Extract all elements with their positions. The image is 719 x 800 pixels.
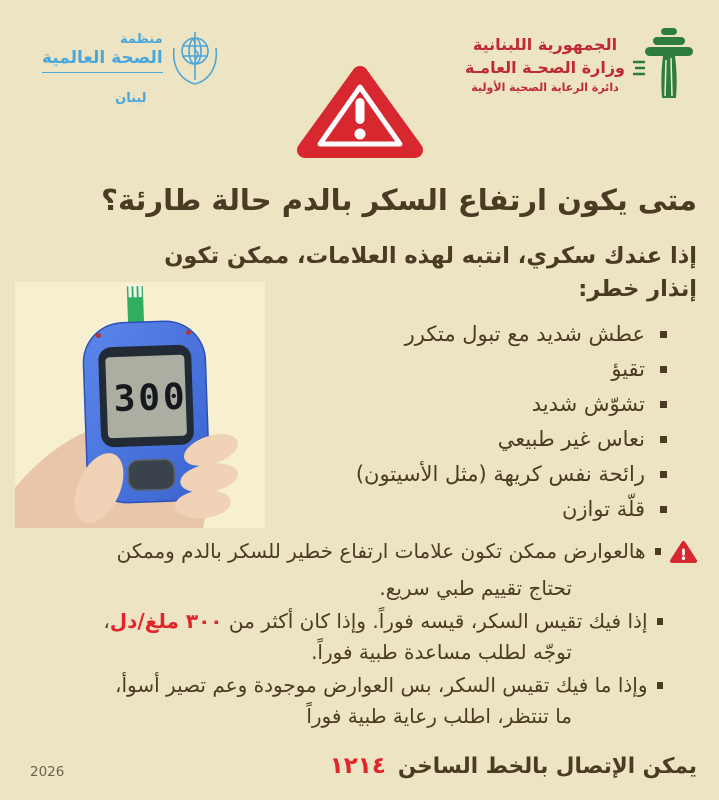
symptom-label: قلّة توازن <box>561 497 645 521</box>
page-title: متى يكون ارتفاع السكر بالدم حالة طارئة؟ <box>101 183 697 217</box>
warning-paragraph-1 <box>20 536 697 604</box>
year-label: 2026 <box>30 764 65 780</box>
warning-paragraph-2 <box>20 606 697 668</box>
bullet-square-icon <box>660 331 667 338</box>
warning-text: هالعوارض ممكن تكون علامات ارتفاع خطير للسكر بالدم وممكن <box>116 539 646 563</box>
list-item <box>356 462 667 486</box>
warning-text-part: ، <box>103 609 110 633</box>
bullet-square-icon <box>660 436 667 443</box>
list-item <box>356 427 667 451</box>
bullet-square-icon <box>655 548 662 555</box>
hotline-number: ١٢١٤ <box>329 753 386 779</box>
warning-triangle-icon <box>295 60 425 168</box>
who-name-line1: منظمة <box>120 32 163 47</box>
warning-2-line1 <box>20 606 663 637</box>
glucometer-photo <box>15 282 265 528</box>
threshold-value: ٣٠٠ ملغ/دل <box>109 609 223 633</box>
meter-reading-value: 300 <box>112 376 189 421</box>
symptom-label: عطش شديد مع تبول متكرر <box>404 322 645 346</box>
who-name-line2: الصحة العالمية <box>42 48 163 73</box>
bullet-square-icon <box>657 618 664 625</box>
hotline-banner <box>330 753 697 779</box>
bullet-square-icon <box>660 366 667 373</box>
list-item <box>356 392 667 416</box>
bullet-square-icon <box>660 471 667 478</box>
list-item <box>356 497 667 521</box>
warning-text <box>103 606 647 637</box>
who-logo <box>42 30 220 106</box>
warning-paragraph-3 <box>20 670 697 732</box>
symptom-label: رائحة نفس كريهة (مثل الأسيتون) <box>355 462 645 486</box>
warning-text-part: إذا فيك تقيس السكر، قيسه فوراً. وإذا كان أكثر من <box>222 609 648 633</box>
who-logo-row <box>42 30 220 86</box>
moh-logo-text <box>465 34 625 94</box>
cedar-tree-icon <box>633 26 705 102</box>
symptom-label: تشوّش شديد <box>531 392 645 416</box>
warning-3-line2: ما تنتظر، اطلب رعاية طبية فوراً <box>306 704 572 728</box>
bullet-square-icon <box>657 682 664 689</box>
warning-text: وإذا ما فيك تقيس السكر، بس العوارض موجودة وعم تصير أسوأ، <box>114 673 648 697</box>
bullet-square-icon <box>660 401 667 408</box>
warning-triangle-small-icon <box>670 540 697 573</box>
warning-2-line2: توجّه لطلب مساعدة طبية فوراً. <box>311 640 572 664</box>
who-logo-text <box>42 30 163 73</box>
warning-1-line2: تحتاج تقييم طبي سريع. <box>379 576 572 600</box>
hotline-label: يمكن الإتصال بالخط الساخن <box>397 754 697 779</box>
meter-button <box>128 459 175 491</box>
symptom-label: تقيؤ <box>611 357 645 381</box>
list-item <box>356 357 667 381</box>
glucometer-illustration <box>15 282 265 528</box>
bullet-square-icon <box>660 506 667 513</box>
symptom-label: نعاس غير طبيعي <box>497 427 645 451</box>
symptoms-list <box>356 322 667 532</box>
moh-ministry-label: وزارة الصحـة العامـة <box>464 57 625 77</box>
warning-3-line1 <box>20 670 663 701</box>
list-item <box>356 322 667 346</box>
who-country-label: لبنان <box>115 91 147 106</box>
warning-paragraphs <box>20 536 697 734</box>
moh-department-label: دائرة الرعاية الصحية الأولية <box>471 80 619 94</box>
subtitle-line2: إنذار خطر: <box>578 275 697 302</box>
moh-republic-label: الجمهورية اللبنانية <box>472 35 618 55</box>
who-emblem-icon <box>170 30 220 86</box>
moh-logo <box>465 26 705 102</box>
subtitle-line1: إذا عندك سكري، انتبه لهذه العلامات، ممكن تكون <box>164 243 697 269</box>
warning-1-line1 <box>20 536 697 573</box>
